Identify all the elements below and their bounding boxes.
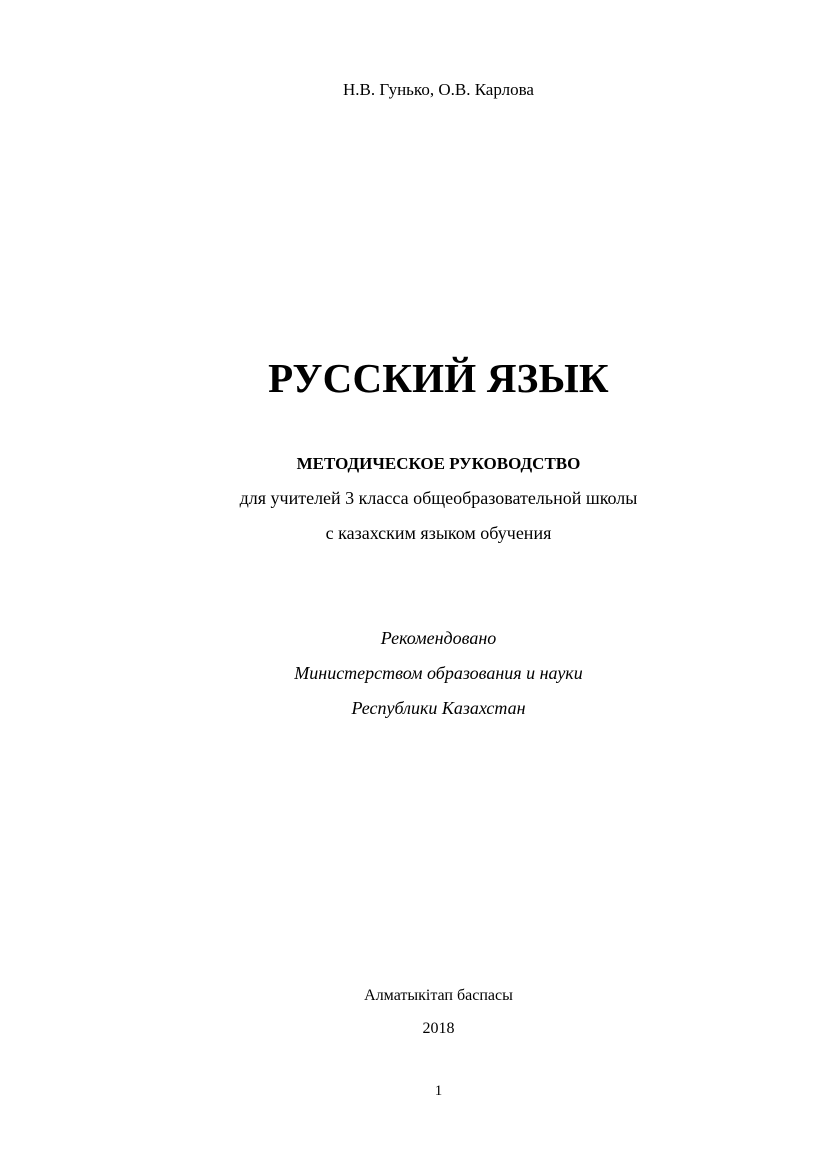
- description-line-1: для учителей 3 класса общеобразовательной школы: [239, 488, 638, 508]
- recommendation-line-2: Министерством образования и науки: [294, 663, 583, 683]
- description-line-2: с казахским языком обучения: [325, 523, 552, 543]
- publisher-name: Алматыкітап баспасы: [364, 987, 513, 1004]
- recommendation-line-1: Рекомендовано: [380, 628, 497, 648]
- authors-line: Н.В. Гунько, О.В. Карлова: [343, 80, 534, 99]
- recommendation-line-3: Республики Казахстан: [351, 698, 526, 718]
- book-title: РУССКИЙ ЯЗЫК: [268, 355, 609, 401]
- publication-year: 2018: [422, 1020, 455, 1037]
- book-subtitle: МЕТОДИЧЕСКОЕ РУКОВОДСТВО: [296, 454, 581, 473]
- page-number: 1: [434, 1083, 443, 1099]
